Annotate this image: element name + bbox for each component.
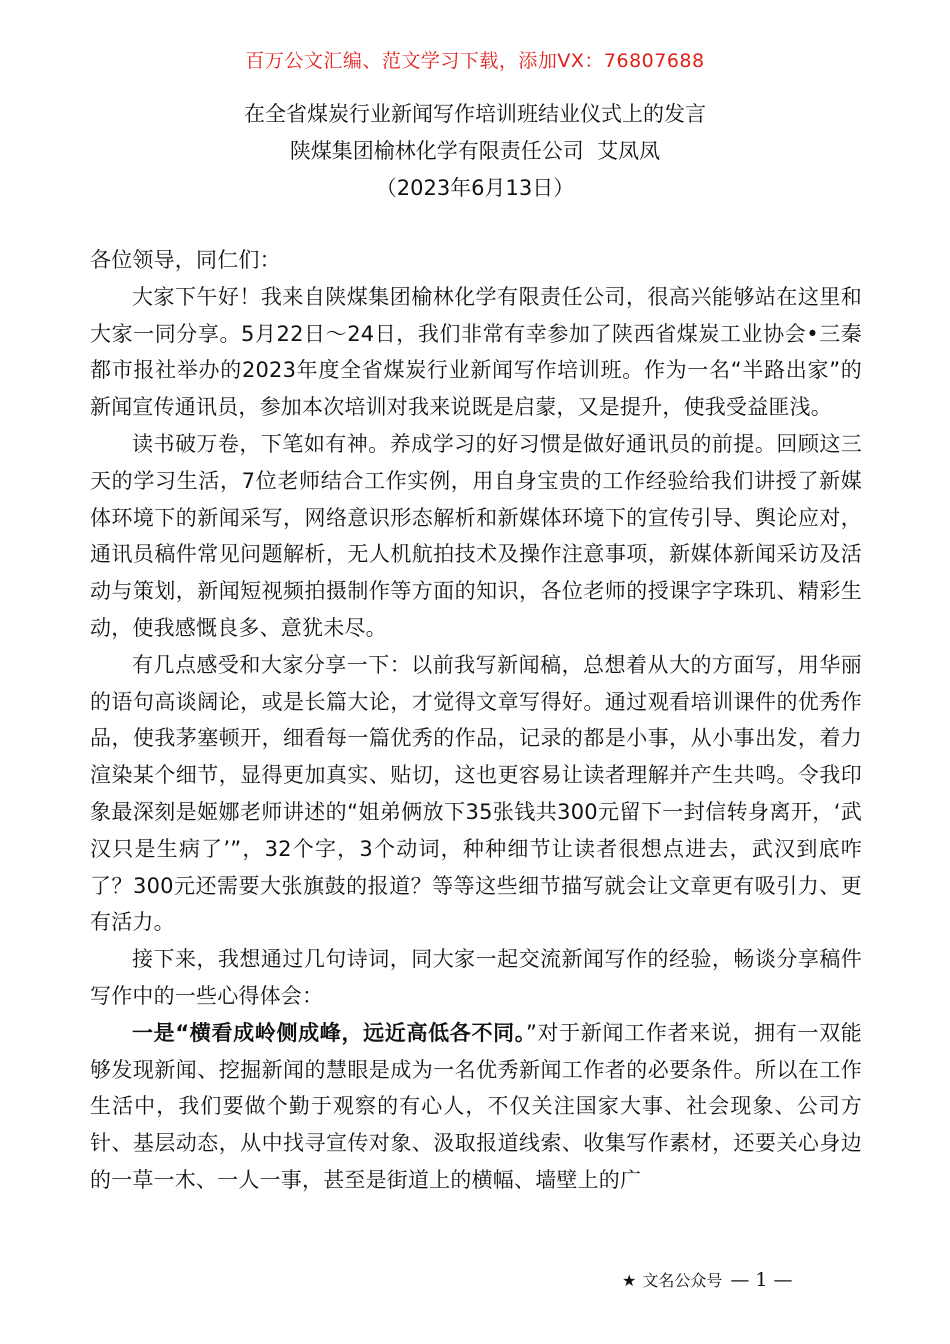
footer-label: 文名公众号 (642, 1271, 723, 1290)
page-number: — 1 — (730, 1269, 793, 1291)
star-icon: ★ (622, 1271, 637, 1290)
document-body (90, 242, 862, 1199)
paragraph-2: 读书破万卷，下笔如有神。养成学习的好习惯是做好通讯员的前提。回顾这三天的学习生活，7位老师结合工作实例，用自身宝贵的工作经验给我们讲授了新媒体环境下的新闻采写，网络意识形态解析和新媒体环境下的宣传引导、舆论应对，通讯员稿件常见问题解析，无人机航拍技术及操作注意事项，新媒体新闻采访及活动与策划，新闻短视频拍摄制作等方面的知识，各位老师的授课字字珠玑、精彩生动，使我感慨良多、意犹未尽。 (90, 431, 862, 640)
date-line: （2023年6月13日） (375, 176, 575, 200)
paragraph-4: 接下来，我想通过几句诗词，同大家一起交流新闻写作的经验，畅谈分享稿件写作中的一些心得体会： (90, 947, 862, 1008)
salutation: 各位领导，同仁们： (90, 248, 281, 272)
page-footer (622, 1268, 793, 1291)
document-title: 在全省煤炭行业新闻写作培训班结业仪式上的发言 (244, 102, 706, 126)
paragraph-5 (90, 1015, 862, 1199)
author-line: 陕煤集团榆林化学有限责任公司 艾凤凤 (289, 139, 661, 163)
promo-banner: 百万公文汇编、范文学习下载，添加VX：76807688 (245, 50, 705, 72)
title-block (0, 96, 950, 207)
paragraph-5-text: ”对于新闻工作者来说，拥有一双能够发现新闻、挖掘新闻的慧眼是成为一名优秀新闻工作者的必要条件。所以在工作生活中，我们要做个勤于观察的有心人，不仅关注国家大事、社会现象、公司方针、基层动态，从中找寻宣传对象、汲取报道线索、收集写作素材，还要关心身边的一草一木、一人一事，甚至是街道上的横幅、墙壁上的广 (90, 1020, 862, 1192)
paragraph-5-heading: 一是“横看成岭侧成峰，远近高低各不同。 (132, 1020, 526, 1045)
paragraph-3: 有几点感受和大家分享一下：以前我写新闻稿，总想着从大的方面写，用华丽的语句高谈阔论，或是长篇大论，才觉得文章写得好。通过观看培训课件的优秀作品，使我茅塞顿开，细看每一篇优秀的作品，记录的都是小事，从小事出发，着力渲染某个细节，显得更加真实、贴切，这也更容易让读者理解并产生共鸣。令我印象最深刻是姬娜老师讲述的“姐弟俩放下35张钱共300元留下一封信转身离开，‘武汉只是生病了’”，32个字，3个动词，种种细节让读者很想点进去，武汉到底咋了？300元还需要大张旗鼓的报道？等等这些细节描写就会让文章更有吸引力、更有活力。 (90, 652, 862, 935)
paragraph-1: 大家下午好！我来自陕煤集团榆林化学有限责任公司，很高兴能够站在这里和大家一同分享。5月22日～24日，我们非常有幸参加了陕西省煤炭工业协会•三秦都市报社举办的2023年度全省煤炭行业新闻写作培训班。作为一名“半路出家”的新闻宣传通讯员，参加本次培训对我来说既是启蒙，又是提升，使我受益匪浅。 (90, 284, 862, 420)
